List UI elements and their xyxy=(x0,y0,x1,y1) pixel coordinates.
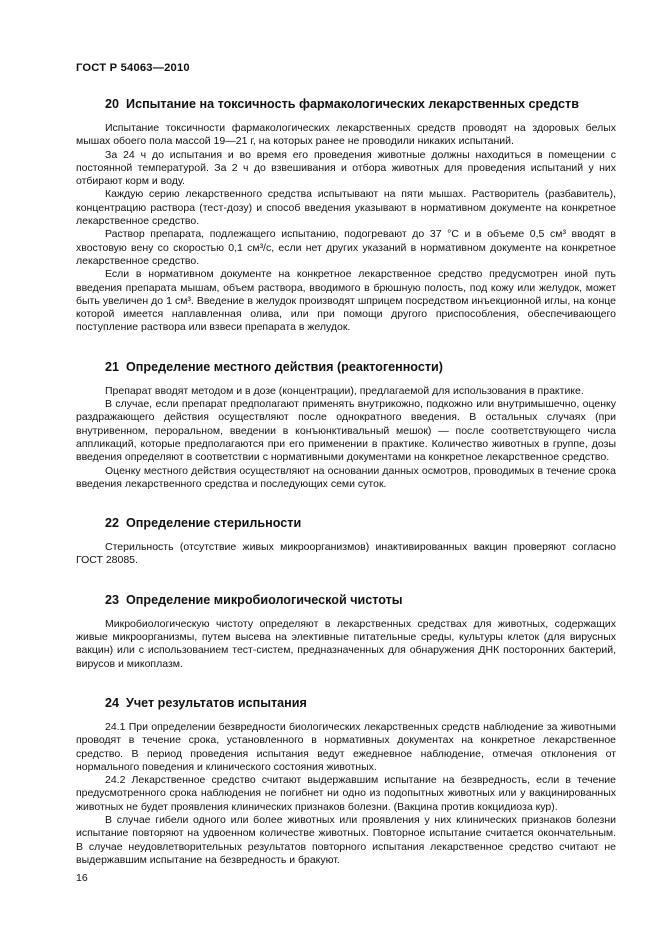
section-23-title xyxy=(105,592,616,608)
paragraph: Каждую серию лекарственного средства испытывают на пяти мышах. Растворитель (разбавитель), концентрацию раствора (тест-дозу) и способ введения указывают в нормативном документе на конкретное лекарственное средство. xyxy=(76,188,616,228)
document-page xyxy=(76,62,616,867)
section-heading: Учет результатов испытания xyxy=(126,695,307,710)
paragraph: 24.1 При определении безвредности биологических лекарственных средств наблюдение за животными проводят в течение срока, установленного в нормативных документах на конкретное лекарственное средство. В период проведения испытания ведут ежедневное наблюдение, отмечая отклонения от нормального поведения и клинического состояния животных. xyxy=(76,720,616,773)
standard-id: ГОСТ Р 54063—2010 xyxy=(76,62,190,74)
section-heading: Определение стерильности xyxy=(126,516,302,531)
section-heading: Определение местного действия (реактогенности) xyxy=(126,359,443,374)
section-number: 22 xyxy=(105,516,120,531)
section-number: 21 xyxy=(105,359,120,374)
paragraph: Раствор препарата, подлежащего испытанию, подогревают до 37 °С и в объеме 0,5 см³ вводят в хвостовую вену со скоростью 0,1 см³/с, если нет других указаний в нормативном документе на конкретное лекарственное средство. xyxy=(76,228,616,267)
section-number: 20 xyxy=(105,97,120,111)
paragraph: Препарат вводят методом и в дозе (концентрации), предлагаемой для использования в практике. xyxy=(105,384,584,397)
section-number: 24 xyxy=(105,695,120,710)
paragraph: Оценку местного действия осуществляют на основании данных осмотров, проводимых в течение срока введения лекарственного средства и последующих семи суток. xyxy=(76,464,616,490)
section-number: 23 xyxy=(105,592,120,607)
paragraph: Микробиологическую чистоту определяют в лекарственных средствах для животных, содержащих живые микроорганизмы, путем высева на элективные питательные среды, культуры клеток (для вирусных вакцин) или с использованием тест-систем, предназначенных для обнаружения ДНК посторонних бактерий, вирусов и микоплазм. xyxy=(76,617,616,670)
section-21-title xyxy=(105,359,616,375)
paragraph: Стерильность (отсутствие живых микроорганизмов) инактивированных вакцин проверяют согласно ГОСТ 28085. xyxy=(76,541,616,567)
section-20-title xyxy=(105,96,616,112)
section-24-title xyxy=(105,695,616,711)
section-22-title xyxy=(105,515,616,531)
paragraph: В случае, если препарат предполагают применять внутрикожно, подкожно или внутримышечно, оценку раздражающего действия осуществляют после однократного введения. В остальных случаях (при внутривенном, пероральном, введении в конъюнктивальный мешок) — после соответствующего числа аппликаций, которые предполагаются при его применении в практике. Количество животных в группе, дозы введения определяют в соответствии с нормативными документами на конкретное лекарственное средство. xyxy=(76,398,616,464)
paragraph: Испытание токсичности фармакологических лекарственных средств проводят на здоровых белых мышах обоего пола массой 19—21 г, на которых ранее не проводили никаких испытаний. xyxy=(76,122,616,148)
paragraph: В случае гибели одного или более животных или проявления у них клинических признаков болезни испытание повторяют на удвоенном количестве животных. Повторное испытание считается окончательным. В случае неудовлетворительных результатов повторного испытания лекарственное средство считают не выдержавшим испытание на безвредность и бракуют. xyxy=(76,813,616,866)
section-heading: Испытание на токсичность фармакологических лекарственных средств xyxy=(126,97,579,111)
paragraph: 24.2 Лекарственное средство считают выдержавшим испытание на безвредность, если в течение предусмотренного срока наблюдения не погибнет ни одно из подопытных животных или у вакцинированных животных не будет проявления клинических признаков болезни. (Вакцина против кокцидиоза кур). xyxy=(76,774,616,813)
section-heading: Определение микробиологической чистоты xyxy=(126,592,403,607)
page-number: 16 xyxy=(76,872,88,884)
paragraph: Если в нормативном документе на конкретное лекарственное средство предусмотрен иной путь введения препарата мышам, объем раствора, вводимого в брюшную полость, под кожу или желудок, может быть увеличен до 1 см³. Введение в желудок производят шприцем посредством инъекционной иглы, на конце которой имеется наплавленная олива, или при помощи другого приспособления, обеспечивающего поступление раствора или взвеси препарата в желудок. xyxy=(76,268,616,334)
paragraph: За 24 ч до испытания и во время его проведения животные должны находиться в помещении с постоянной температурой. За 2 ч до взвешивания и отбора животных для проведения испытаний у них отбирают корм и воду. xyxy=(76,148,616,188)
